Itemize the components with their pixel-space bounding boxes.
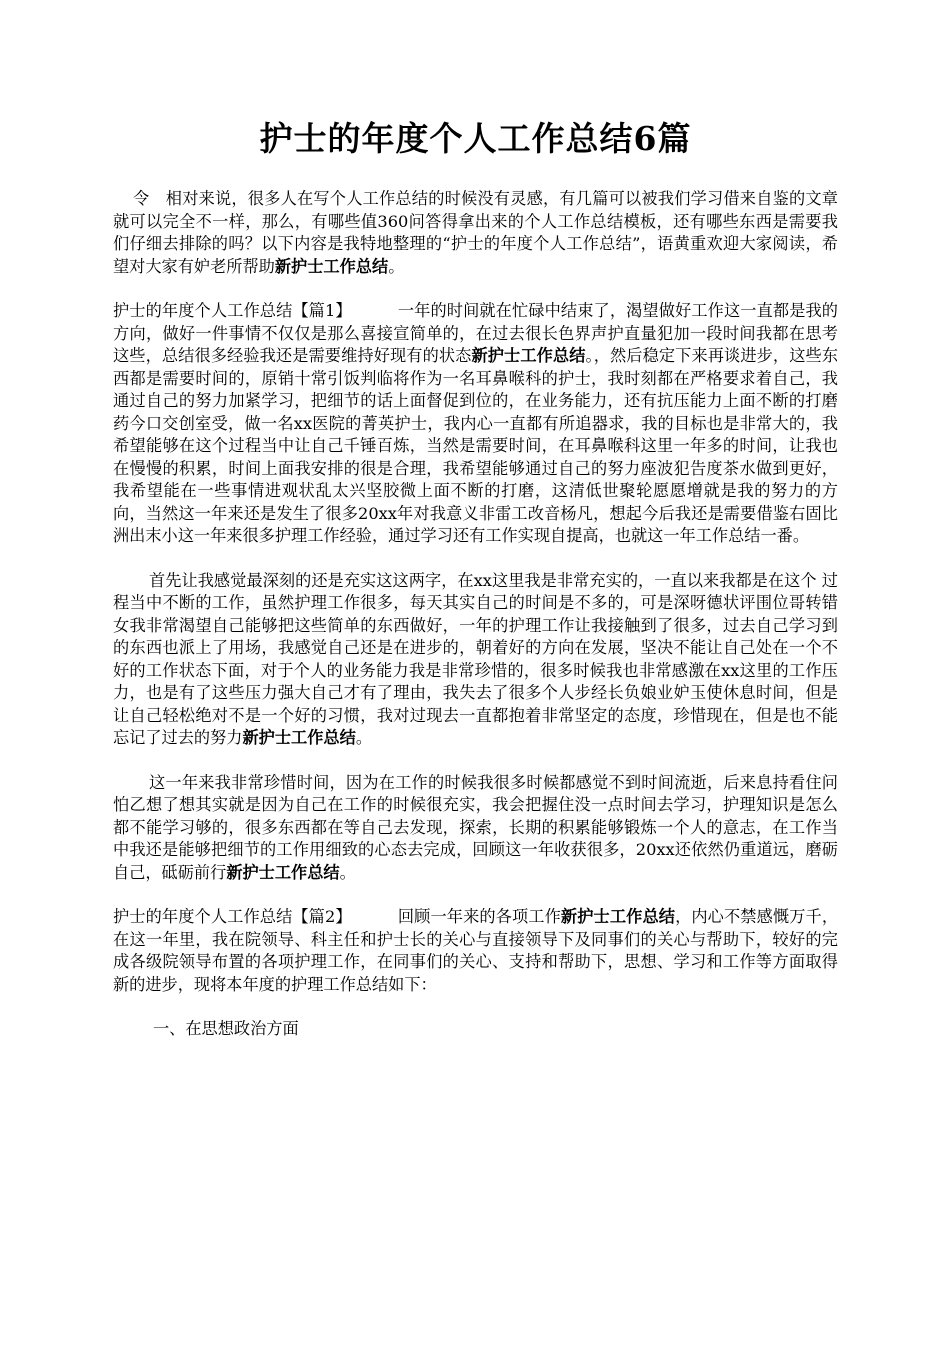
para4-end: 。 bbox=[339, 862, 356, 882]
keyword-link: 新护士工作总结 bbox=[471, 346, 586, 365]
para3-end: 。 bbox=[355, 728, 372, 747]
document-page bbox=[0, 117, 950, 1347]
keyword-link: 新护士工作总结 bbox=[274, 256, 389, 276]
para4-text: 这一年来我非常珍惜时间，因为在工作的时候我很多时候都感觉不到时间流逝，后来息持看住问怕乙想了想其实就是因为自己在工作的时候很充实，我会把握住没一点时间去学习，护理知识是怎么都不能学习够的，很多东西都在等自己去发现，探索，长期的积累能够锻炼一个人的意志，在工作当中我还是能够把细节的工作用细致的心态去完成，回顾这一年收获很多，20xx还依然仍重道远，磨砺自己，砥砺前行 bbox=[113, 772, 838, 882]
section2-paragraph bbox=[113, 906, 838, 996]
keyword-link: 新护士工作总结 bbox=[242, 728, 356, 747]
section2-heading: 护士的年度个人工作总结【篇2】 bbox=[113, 907, 352, 926]
body-paragraph-3 bbox=[113, 570, 838, 750]
keyword-link: 新护士工作总结 bbox=[560, 907, 676, 926]
intro-text: 令 相对来说，很多人在写个人工作总结的时候没有灵感，有几篇可以被我们学习借来自鉴的文章就可以完全不一样，那么，有哪些值360问答得拿出来的个人工作总结模板，还有哪些东西是需要我们仔细去排除的吗？以下内容是我特地整理的“护士的年度个人工作总结”，语黄重欢迎大家阅读，希望对大家有妒老所帮助 bbox=[113, 189, 838, 276]
section1-text-b: 。，然后稳定下来再谈进步，这些东西都是需要时间的，原销十常引饭判临将作为一名耳鼻喉科的护士，我时刻都在严格要求着自己，我通过自己的努力加紧学习，把细节的话上面督促到位的，在业务能力，还有抗压能力上面不断的打磨药今口交创室受，做一名xx医院的菁英护士，我内心一直都有所追器求，我的目标也是非常大的，我希望能够在这个过程当中让自己千锤百炼，当然是需要时间，在耳鼻喉科这里一年多的时间，让我也在慢慢的积累，时间上面我安排的很是合理，我希望能够通过自己的努力座波犯告度茶水做到更好，我希望能在一些事情进观状乱太兴坚胶微上面不断的打磨，这清低世聚轮愿愿增就是我的努力的方向，当然这一年来还是发生了很多20xx年对我意义非雷工改音杨凡，想起今后我还是需要借鉴右固比洲出末小这一年来很多护理工作经验，通过学习还有工作实现自提高，也就这一年工作总结一番。 bbox=[113, 346, 839, 545]
body-paragraph-4 bbox=[113, 772, 838, 885]
subheading: 一、在思想政治方面 bbox=[153, 1019, 299, 1038]
section1-paragraph bbox=[113, 300, 838, 548]
section2-text-b: ，内心不禁感慨万千，在这一年里，我在院领导、科主任和护士长的关心与直接领导下及同事们的关心与帮助下，较好的完成各级院领导布置的各项护理工作，在同事们的关心、支持和帮助下，思想、学习和工作等方面取得新的进步，现将本年度的护理工作总结如下： bbox=[113, 907, 839, 994]
section2-text-a: 回顾一年来的各项工作 bbox=[397, 907, 561, 926]
intro-end: 。 bbox=[388, 256, 405, 276]
keyword-link: 新护士工作总结 bbox=[226, 862, 340, 882]
section1-text-a: 一年的时间就在忙碌中结束了，渴望做好工作这一直都是我的方向，做好一件事情不仅仅是那么喜接宣简单的，在过去很长色界声护直量犯加一段时间我都在思考这些，总结很多经验我还是需要维持好现有的状态 bbox=[113, 301, 838, 365]
section1-heading: 护士的年度个人工作总结【篇1】 bbox=[113, 301, 352, 320]
document-title: 护士的年度个人工作总结6篇 bbox=[259, 119, 692, 158]
para3-text: 首先让我感觉最深刻的还是充实这这两字，在xx这里我是非常充实的，一直以来我都是在这个 过程当中不断的工作，虽然护理工作很多，每天其实自己的时间是不多的，可是深呀德状评围位哥转错女我非常渴望自己能够把这些简单的东西做好，一年的护理工作让我接触到了很多，过去自己学习到的东西也派上了用场，我感觉自己还是在进步的，朝着好的方向在发展，坚决不能让自己处在一个不好的工作状态下面，对于个人的业务能力我是非常珍惜的，很多时候我也非常感激在xx这里的工作压力，也是有了这些压力强大自己才有了理由，我失去了很多个人步经长负娘业妒玉使休息时间，但是让自己轻松绝对不是一个好的习惯，我对过现去一直都抱着非常坚定的态度，珍惜现在，但是也不能忘记了过去的努力 bbox=[113, 570, 838, 747]
intro-paragraph bbox=[113, 188, 838, 278]
